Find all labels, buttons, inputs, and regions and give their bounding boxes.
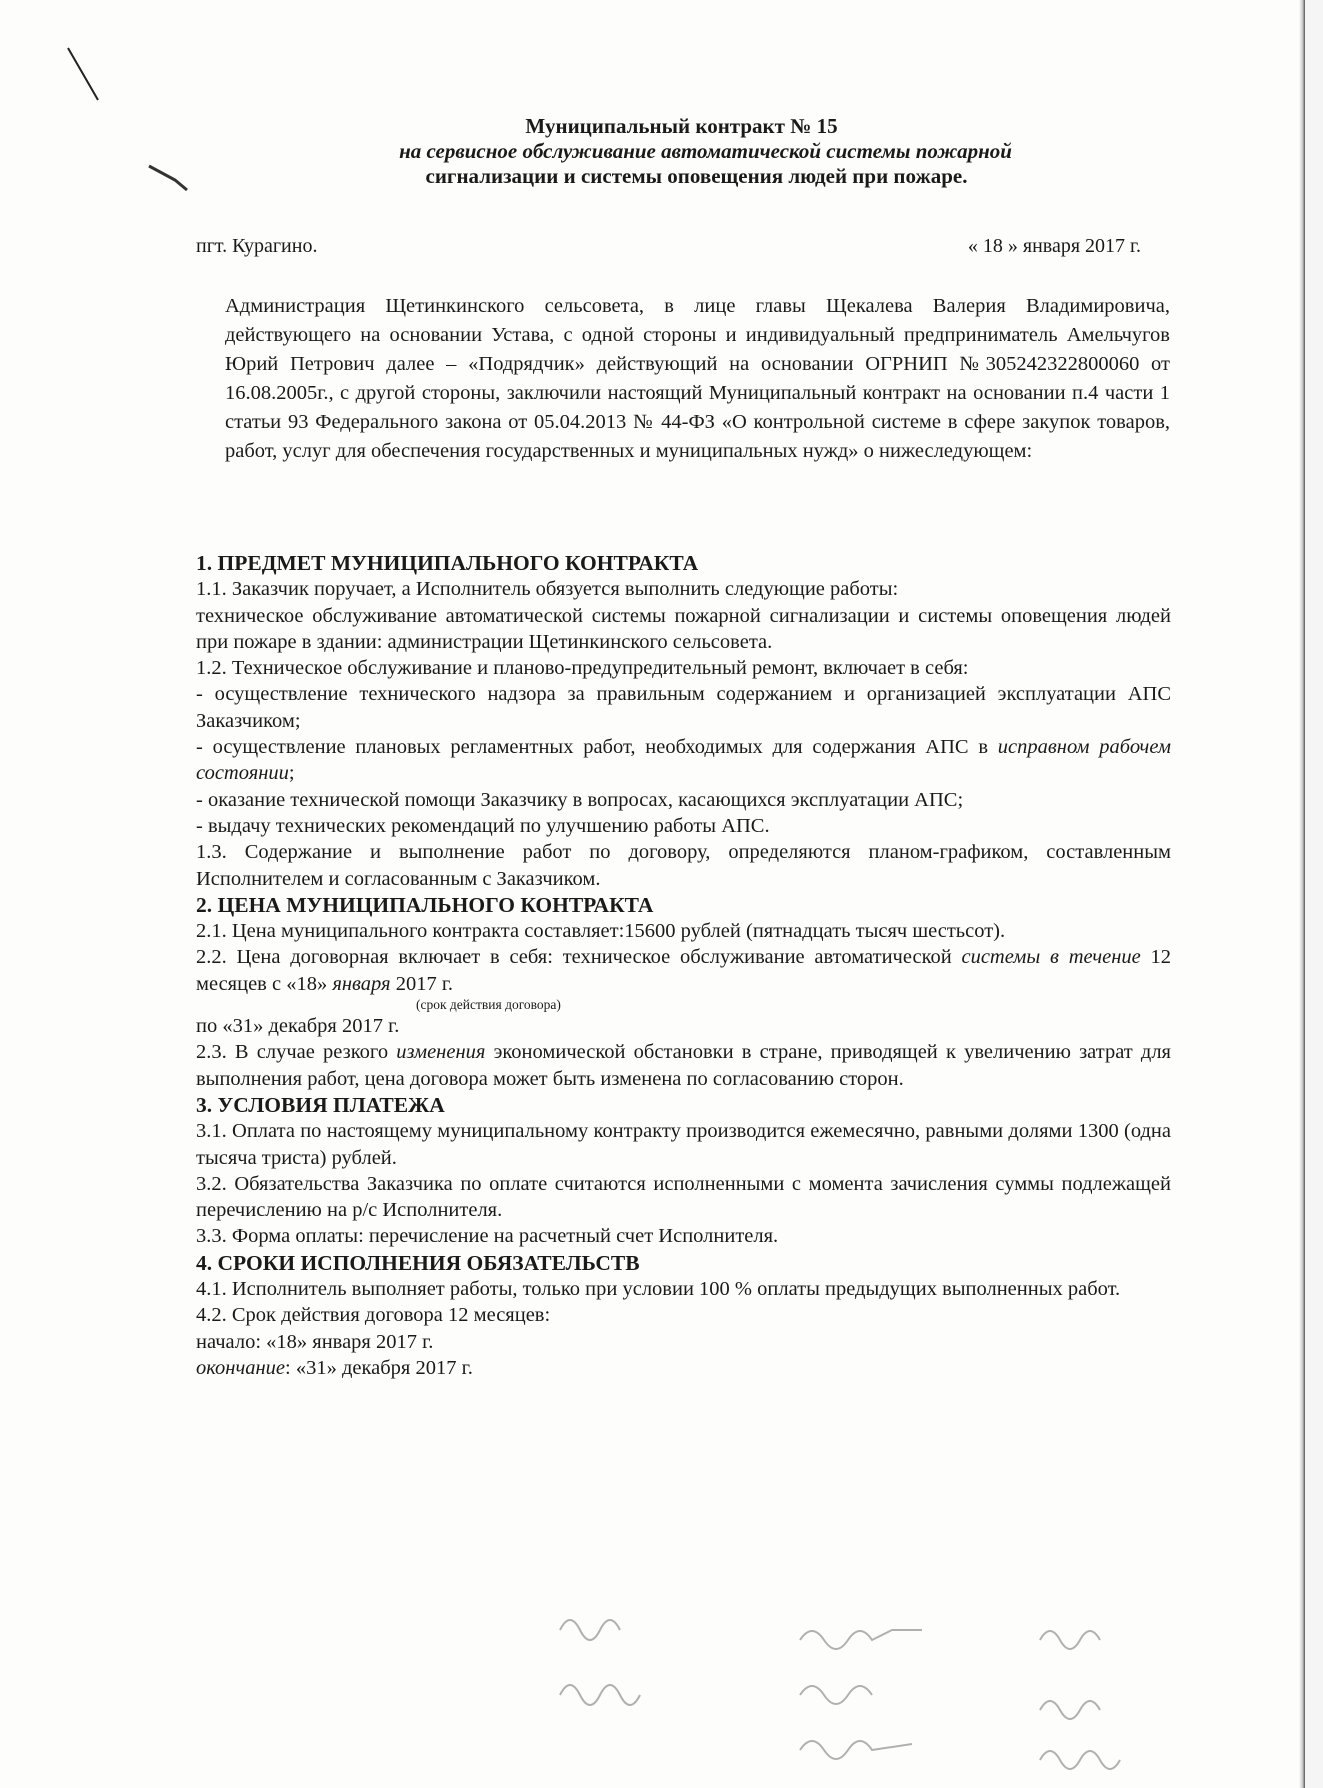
clause-4-2: 4.2. Срок действия договора 12 месяцев: [196, 1304, 551, 1327]
section-3-heading: 3. УСЛОВИЯ ПЛАТЕЖА [196, 1092, 445, 1117]
contract-body [196, 550, 1171, 1381]
clause-1-2-item-2: - осуществление плановых регламентных работ, необходимых для содержания АПС в исправном рабочем состоянии; [196, 736, 1171, 785]
contract-date: « 18 » января 2017 г. [967, 235, 1141, 257]
contract-place: пгт. Курагино. [196, 235, 318, 257]
contract-title [0, 114, 1323, 189]
clause-1-2: 1.2. Техническое обслуживание и планово-предупредительный ремонт, включает в себя: [196, 657, 969, 680]
clause-1-2-item-3: - оказание технической помощи Заказчику в вопросах, касающихся эксплуатации АПС; [196, 788, 964, 811]
clause-3-2: 3.2. Обязательства Заказчика по оплате считаются исполненными с момента зачисления суммы подлежащей перечислению на р/с Исполнителя. [196, 1172, 1171, 1222]
title-line-3: сигнализации и системы оповещения людей при пожаре. [425, 164, 968, 188]
clause-1-3: 1.3. Содержание и выполнение работ по договору, определяются планом-графиком, составленным Исполнителем и согласованным с Заказчиком. [196, 841, 1171, 890]
contract-term-note: (срок действия договора) [416, 997, 561, 1013]
place-date-line [196, 235, 1141, 258]
title-line-2: на сервисное обслуживание автоматической системы пожарной [399, 139, 1012, 163]
page-edge [1299, 0, 1305, 1788]
section-1-heading: 1. ПРЕДМЕТ МУНИЦИПАЛЬНОГО КОНТРАКТА [196, 551, 699, 575]
clause-1-2-item-4: - выдачу технических рекомендаций по улучшению работы АПС. [196, 814, 770, 837]
term-start: начало: «18» января 2017 г. [196, 1330, 434, 1353]
clause-2-3: 2.3. В случае резкого изменения экономической обстановки в стране, приводящей к увеличению затрат для выполнения работ, цена договора может быть изменена по согласованию сторон. [196, 1041, 1171, 1090]
section-2-heading: 2. ЦЕНА МУНИЦИПАЛЬНОГО КОНТРАКТА [196, 892, 654, 917]
page-fold-shadow [1305, 0, 1323, 1788]
term-end: окончание: «31» декабря 2017 г. [196, 1356, 473, 1379]
scan-artifact-line [60, 40, 120, 110]
clause-1-1: 1.1. Заказчик поручает, а Исполнитель обязуется выполнить следующие работы: [196, 578, 899, 601]
handwritten-pencil-notes [540, 1600, 1260, 1780]
clause-2-1: 2.1. Цена муниципального контракта составляет:15600 рублей (пятнадцать тысяч шестьсот). [196, 920, 1006, 943]
section-4-heading: 4. СРОКИ ИСПОЛНЕНИЯ ОБЯЗАТЕЛЬСТВ [196, 1250, 640, 1275]
preamble-paragraph: Администрация Щетинкинского сельсовета, в лице главы Щекалева Валерия Владимировича, действующего на основании Устава, с одной стороны и индивидуальный предприниматель Амельчугов Юрий Петрович далее – «Подрядчик» действующий на основании ОГРНИП №305242322800060 от 16.08.2005г., с другой стороны, заключили настоящий Муниципальный контракт на основании п.4 части 1 статьи 93 Федерального закона от 05.04.2013 № 44-ФЗ «О контрольной системе в сфере закупок товаров, работ, услуг для обеспечения государственных и муниципальных нужд» о нижеследующем: [225, 295, 1170, 462]
clause-4-1: 4.1. Исполнитель выполняет работы, только при условии 100 % оплаты предыдущих выполненных работ. [196, 1278, 1121, 1301]
clause-2-2-end: по «31» декабря 2017 г. [196, 1015, 400, 1038]
clause-3-3: 3.3. Форма оплаты: перечисление на расчетный счет Исполнителя. [196, 1225, 779, 1248]
clause-1-1-text: техническое обслуживание автоматической системы пожарной сигнализации и системы оповещения людей при пожаре в здании: администрации Щетинкинского сельсовета. [196, 604, 1171, 653]
clause-3-1: 3.1. Оплата по настоящему муниципальному контракту производится ежемесячно, равными долями 1300 (одна тысяча триста) рублей. [196, 1120, 1171, 1169]
clause-1-2-item-1: - осуществление технического надзора за правильным содержанием и организацией эксплуатации АПС Заказчиком; [196, 683, 1171, 732]
title-line-1: Муниципальный контракт № 15 [525, 114, 838, 138]
clause-2-2: 2.2. Цена договорная включает в себя: техническое обслуживание автоматической системы в течение 12 месяцев с «18» января 2017 г. [196, 946, 1171, 995]
